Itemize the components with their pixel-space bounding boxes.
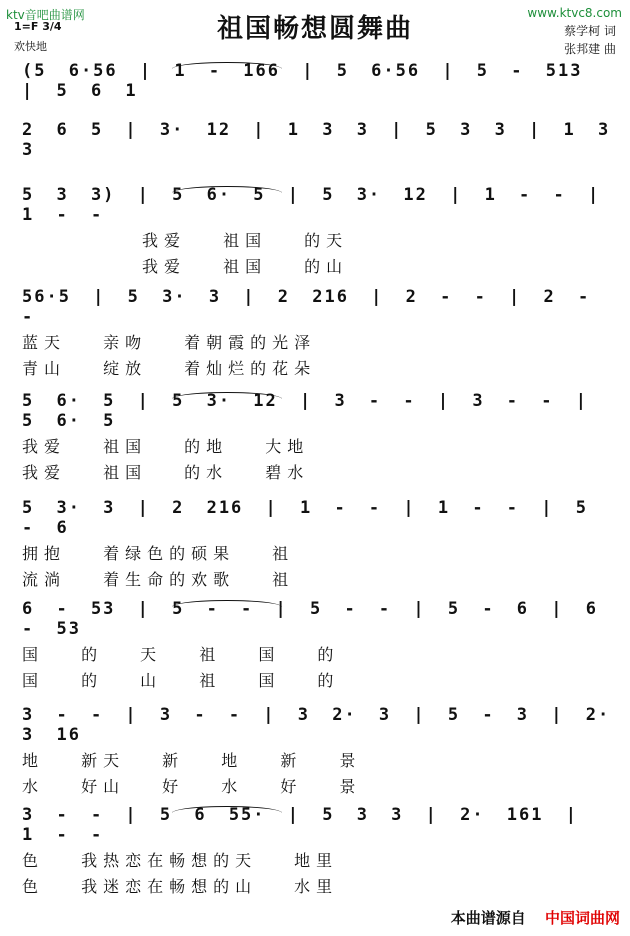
notes-line: 3 - - | 5 6 55· | 5 3 3 | 2· 161 | 1 - -: [22, 805, 578, 845]
lyric-verse-1: 地 新天 新 地 新 景: [22, 751, 362, 770]
lyric-verse-2: 青山 绽放 着灿烂的花朵: [22, 359, 317, 378]
tempo-marking: 欢快地: [14, 40, 47, 53]
lyric-verse-2: 我爱 祖国 的山: [142, 257, 349, 276]
lyric-verse-2: 水 好山 好 水 好 景: [22, 777, 362, 796]
notes-line: 6 - 53 | 5 - - | 5 - - | 5 - 6 | 6 - 53: [22, 599, 598, 639]
slur-mark: [172, 600, 282, 607]
watermark-right: www.ktvc8.com: [527, 6, 622, 20]
notes-line: 56·5 | 5 3· 3 | 2 216 | 2 - - | 2 - -: [22, 287, 591, 327]
lyric-verse-1: 我爱 祖国 的地 大地: [22, 437, 310, 456]
slur-mark: [172, 62, 282, 69]
lyricist-credit: 蔡学柯 词: [564, 24, 616, 38]
slur-mark: [172, 392, 282, 399]
lyric-verse-1: 蓝天 亲吻 着朝霞的光泽: [22, 333, 317, 352]
lyric-verse-1: 拥抱 着绿色的硕果 祖: [22, 544, 295, 563]
slur-mark: [172, 806, 282, 813]
lyric-verse-1: 我爱 祖国 的天: [142, 231, 349, 250]
watermark-left: ktv音吧曲谱网: [6, 8, 85, 22]
slur-mark: [172, 186, 282, 193]
song-title: 祖国畅想圆舞曲: [216, 14, 413, 44]
key-signature: 1=F 3/4: [14, 20, 62, 33]
notes-line: 3 - - | 3 - - | 3 2· 3 | 5 - 3 | 2· 3 16: [22, 705, 611, 745]
notes-line: 2 6 5 | 3· 12 | 1 3 3 | 5 3 3 | 1 3 3: [22, 120, 611, 160]
lyric-verse-2: 国 的 山 祖 国 的: [22, 671, 340, 690]
notes-line: 5 3· 3 | 2 216 | 1 - - | 1 - - | 5 - 6: [22, 498, 588, 538]
footer-brand: 中国词曲网: [544, 909, 620, 927]
composer-credit: 张邦建 曲: [564, 42, 616, 56]
notes-line: 5 6· 5 | 5 3· 12 | 3 - - | 3 - - | 5 6· 5: [22, 391, 588, 431]
notes-line: (5 6·56 | 1 - 166 | 5 6·56 | 5 - 513 | 5 6 1: [22, 61, 583, 101]
footer-source: 本曲谱源自: [450, 909, 526, 927]
lyric-verse-2: 色 我迷恋在畅想的山 水里: [22, 877, 339, 896]
notes-line: 5 3 3) | 5 6· 5 | 5 3· 12 | 1 - - | 1 - -: [22, 185, 601, 225]
lyric-verse-1: 国 的 天 祖 国 的: [22, 645, 340, 664]
lyric-verse-2: 流淌 着生命的欢歌 祖: [22, 570, 295, 589]
lyric-verse-2: 我爱 祖国 的水 碧水: [22, 463, 310, 482]
footer: [451, 907, 620, 928]
lyric-verse-1: 色 我热恋在畅想的天 地里: [22, 851, 339, 870]
